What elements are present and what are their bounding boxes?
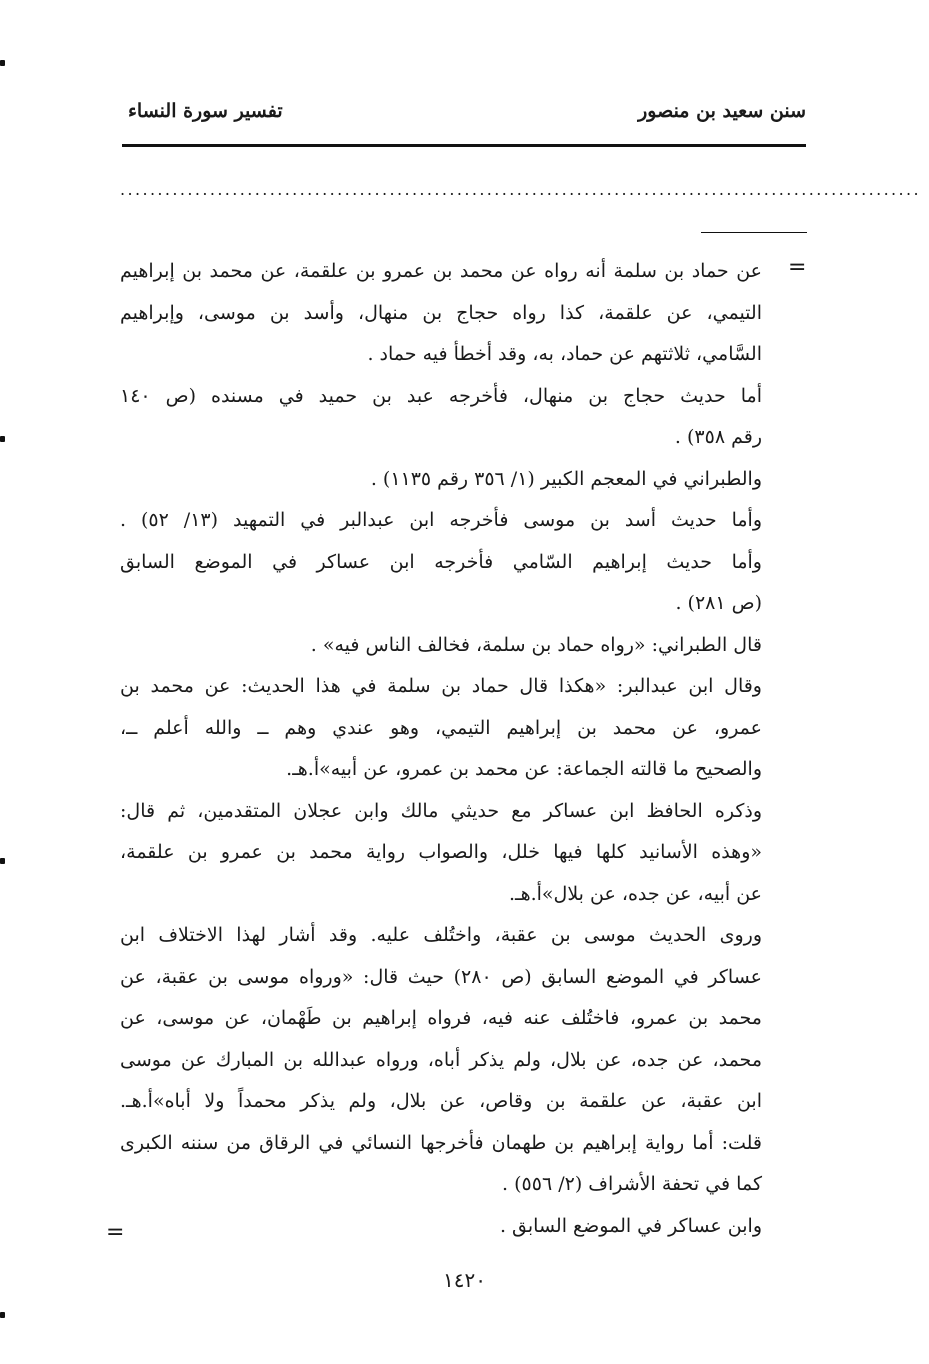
text-line: قال الطبراني: «رواه حماد بن سلمة، فخالف الناس فيه» . [310,633,762,656]
text-line: ابن عقبة، عن علقمة بن وقاص، عن بلال، ولم يذكر محمداً ولا أباه»أ.هـ. [120,1090,762,1112]
footnote-body [120,251,762,1247]
book-title: سنن سعيد بن منصور [638,100,806,122]
text-line: قلت: أما رواية إبراهيم بن طهمان فأخرجها النسائي في الرقاق من سننه الكبرى [120,1131,762,1154]
footnote-rule [701,232,807,233]
text-line: وابن عساكر في الموضع السابق . [499,1214,762,1237]
section-title: تفسير سورة النساء [128,100,283,122]
text-line: محمد بن عمرو، فاختُلف عنه فيه، فرواه إبراهيم بن طَهْمان، عن موسى، عن [120,1007,762,1029]
text-line: والصحيح ما قالته الجماعة: عن محمد بن عمرو، عن أبيه»أ.هـ. [286,758,762,780]
text-line: «وهذه الأسانيد كلها فيها خلل، والصواب رواية محمد بن عمرو بن علقمة، [120,841,762,863]
text-line: وأما حديث إبراهيم السّامي فأخرجه ابن عساكر في الموضع السابق [120,550,762,573]
scan-mark [0,436,5,442]
text-line: عمرو، عن محمد بن إبراهيم التيمي، وهو عندي وهم ــ والله أعلم ــ، [120,716,762,739]
text-line: وروى الحديث موسى بن عقبة، واختُلف عليه. وقد أشار لهذا الاختلاف ابن [120,924,762,946]
continuation-mark-top: = [788,255,807,280]
separator-dots: ........................................................................................................... [120,180,921,199]
text-line: عساكر في الموضع السابق (ص ٢٨٠) حيث قال: «ورواه موسى بن عقبة، عن [120,965,762,988]
text-line: التيمي، عن علقمة، كذا رواه حجاج بن منهال، وأسد بن موسى، وإبراهيم [120,301,762,324]
text-line: محمد، عن جده، عن بلال، ولم يذكر أباه، ورواه عبدالله بن المبارك عن موسى [120,1048,762,1071]
page-number: ١٤٢٠ [443,1268,486,1292]
text-line: كما في تحفة الأشراف (٢/ ٥٥٦) . [502,1173,762,1195]
text-line: وقال ابن عبدالبر: «هكذا قال حماد بن سلمة في هذا الحديث: عن محمد بن [120,675,762,697]
text-line: رقم ٣٥٨) . [674,426,762,448]
scan-mark [0,60,5,66]
text-line: السَّامي، ثلاثتهم عن حماد، به، وقد أخطأ فيه حماد . [367,343,762,365]
text-line: وذكره الحافظ ابن عساكر مع حديثي مالك وابن عجلان المتقدمين، ثم قال: [120,799,763,822]
continuation-mark-bottom: = [106,1220,125,1245]
text-line: عن حماد بن سلمة أنه رواه عن محمد بن عمرو بن علقمة، عن محمد بن إبراهيم [120,260,762,282]
text-line: أما حديث حجاج بن منهال، فأخرجه عبد بن حميد في مسنده (ص ١٤٠ [120,384,762,407]
text-line: عن أبيه، عن جده، عن بلال»أ.هـ. [508,882,762,905]
scan-mark [0,858,5,864]
text-line: والطبراني في المعجم الكبير (١/ ٣٥٦ رقم ١١٣٥) . [370,467,762,490]
header-rule [122,144,806,147]
text-line: (ص ٢٨١) . [675,592,762,614]
text-line: وأما حديث أسد بن موسى فأخرجه ابن عبدالبر في التمهيد (١٣/ ٥٢) . [120,509,762,531]
scan-mark [0,1312,5,1318]
